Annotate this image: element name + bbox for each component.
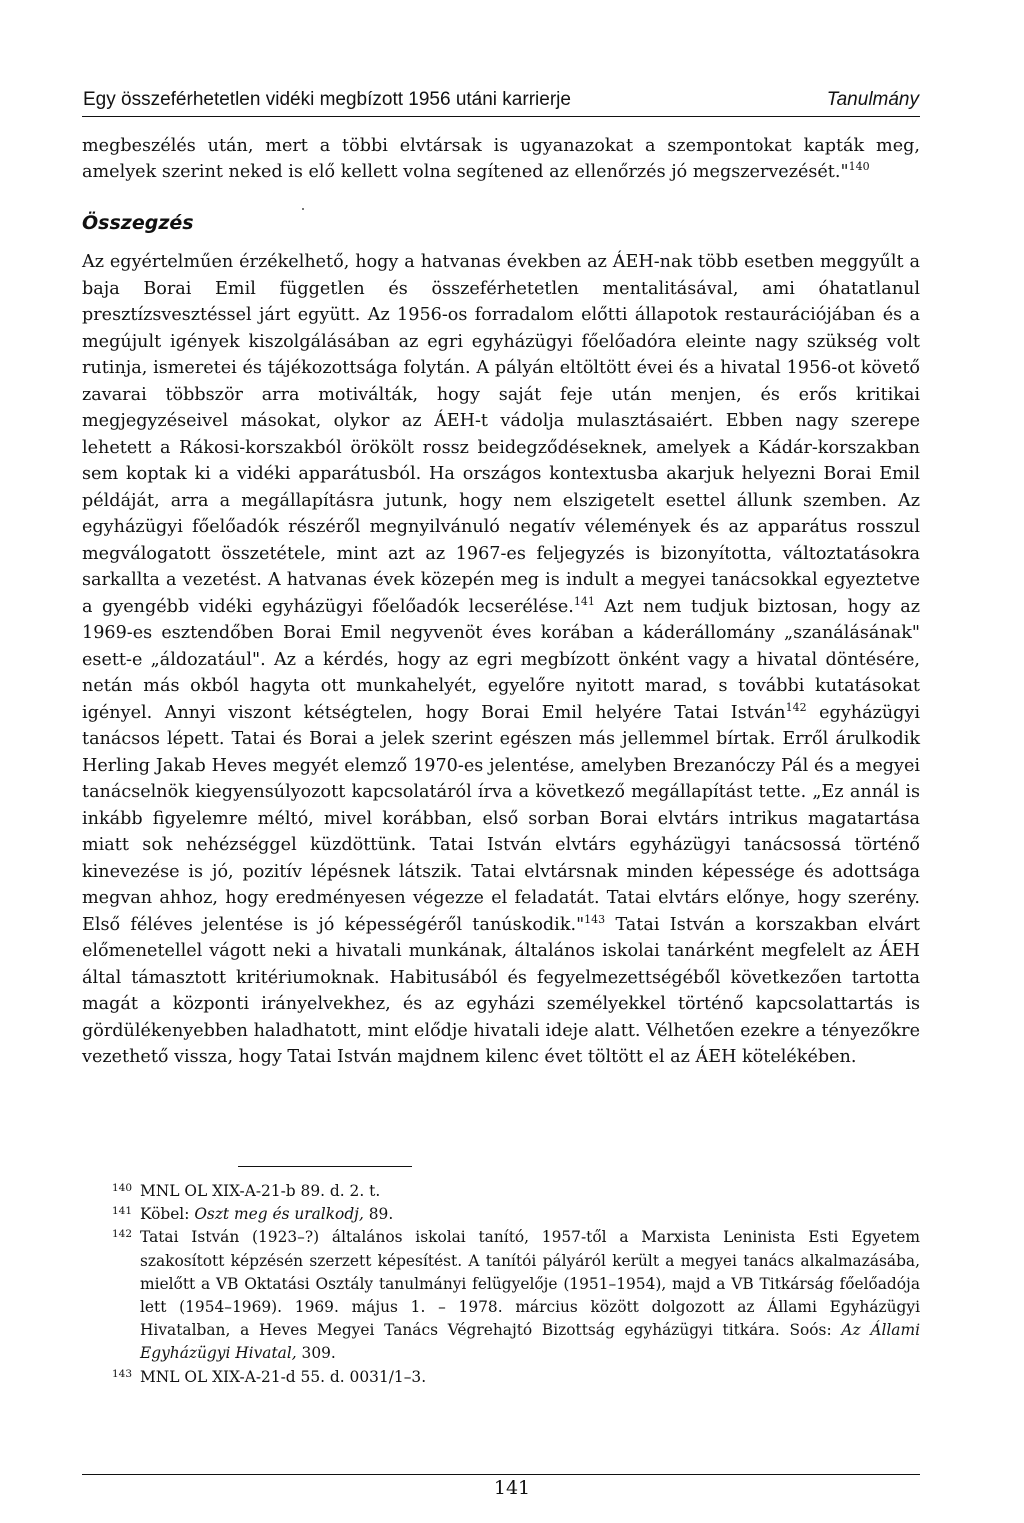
footnote-ref-143[interactable]: 143	[584, 912, 606, 926]
footnote-number: 140	[112, 1182, 133, 1194]
footnote-title: Oszt meg és uralkodj,	[194, 1205, 364, 1224]
footnote-separator	[238, 1166, 412, 1167]
footnote-text: MNL OL XIX-A-21-d 55. d. 0031/1–3.	[140, 1367, 427, 1386]
footnote-page: 309.	[296, 1344, 336, 1363]
footnote-143	[82, 1366, 920, 1389]
footnote-140	[82, 1180, 920, 1203]
footnote-page: 89.	[363, 1205, 394, 1224]
footnote-ref-140[interactable]: 140	[848, 160, 870, 174]
footnote-141	[82, 1203, 920, 1226]
intro-text: megbeszélés után, mert a többi elvtársak is ugyanazokat a szempontokat kapták meg, amelyek szerint neked is elő kellett volna segítened az ellenőrzés jó megszervezését."	[82, 136, 920, 183]
footnote-text: MNL OL XIX-A-21-b 89. d. 2. t.	[140, 1182, 381, 1200]
summary-segment-2: Azt nem tudjuk biztosan, hogy az 1969-es esztendőben Borai Emil negyvenöt éves korában a káderállomány „szanálásának" esett-e „áldozatául". Az a kérdés, hogy az egri megbízott önként vagy a hivatal döntésére, netán más okból hagyta ott munkahelyét, egyelőre nyitott marad, s további kutatásokat igényel. Annyi viszont kétségtelen, hogy Borai Emil helyére Tatai István	[82, 596, 920, 723]
summary-segment-4: Tatai István a korszakban elvárt előmenetellel vágott neki a hivatali munkának, általános iskolai tanárként megfelelt az ÁEH által támasztott kritériumoknak. Habitusából és fegyelmezettségéből következően tartotta magát a központi irányelvekhez, és az egyházi személyekkel történő kapcsolattartás is gördülékenyebben haladhatott, mint elődje hivatali ideje alatt. Vélhetően ezekre a tényezőkre vezethető vissza, hogy Tatai István majdnem kilenc évet töltött el az ÁEH kötelékében.	[82, 914, 920, 1067]
footnote-text: Köbel:	[140, 1205, 195, 1224]
footnote-number: 141	[112, 1205, 133, 1218]
footnote-ref-141[interactable]: 141	[573, 594, 595, 608]
footnote-142	[82, 1226, 920, 1365]
intro-paragraph	[82, 133, 920, 186]
speck-mark	[302, 208, 304, 210]
summary-segment-1: Az egyértelműen érzékelhető, hogy a hatvanas években az ÁEH-nak több esetben meggyűlt a baja Borai Emil független és összeférhetetlen mentalitásával, ami óhatatlanul presztízsvesztéssel járt együtt. Az 1956-os forradalom előtti állapotok restaurációjában és a megújult igények kiszolgálásában az egri egyházügyi főelőadóra eleinte nagy szükség volt rutinja, ismeretei és tájékozottsága folytán. A pályán eltöltött évei és a hivatal 1956-ot követő zavarai többször arra motiválták, hogy saját feje után menjen, és erős kritikai megjegyzéseivel másokat, olykor az ÁEH-t vádolja mulasztásaiért. Ebben nagy szerepe lehetett a Rákosi-korszakból örökölt rossz beidegződéseknek, amelyek a Kádár-korszakban sem koptak ki a vidéki apparátusból. Ha országos kontextusba akarjuk helyezni Borai Emil példáját, arra a megállapításra jutunk, hogy nem elszigetelt esettel állunk szemben. Az egyházügyi főelőadók részéről megnyilvánuló negatív vélemények és az apparátus rosszul megválogatott összetétele, mint azt az 1967-es feljegyzés is bizonyította, változtatásokra sarkallta a vezetést. A hatvanas évek közepén meg is indult a megyei tanácsokkal egyeztetve a gyengébb vidéki egyházügyi főelőadók lecserélése.	[82, 252, 920, 617]
footnotes	[82, 1180, 920, 1389]
summary-paragraph	[82, 249, 920, 1071]
footnote-number: 142	[112, 1228, 133, 1241]
section-heading: Összegzés	[82, 212, 194, 234]
footer-rule	[82, 1474, 920, 1475]
summary-segment-3: egyházügyi tanácsos lépett. Tatai és Borai a jelek szerint egészen más jellemmel bírtak. Erről árulkodik Herling Jakab Heves megyét elemző 1970-es jelentése, amelyben Brezanóczy Pál és a megyei tanácselnök kiegyensúlyozott kapcsolatáról írva a következő megállapítást tette. „Ez annál is inkább figyelemre méltó, mivel korábban, első sorban Borai elvtárs intrikus magatartása miatt sok nehézséggel küzdöttünk. Tatai István elvtárs egyházügyi tanácsossá történő kinevezése is jó, pozitív lépésnek látszik. Tatai elvtársnak minden képessége és adottsága megvan ahhoz, hogy eredményesen végezze el feladatát. Tatai elvtárs előnye, hogy szerény. Első féléves jelentése is jó képességéről tanúskodik."	[82, 702, 920, 935]
footnote-text: Tatai István (1923–?) általános iskolai tanító, 1957-től a Marxista Leninista Esti Egyetem szakosított képzésén szerzett képesítést. A tanítói pályáról került a megyei tanács alkalmazásába, mielőtt a VB Oktatási Osztály tanulmányi felügyelője (1951–1954), majd a VB Titkárság főelőadója lett (1954–1969). 1969. május 1. – 1978. március között dolgozott az Állami Egyházügyi Hivatalban, a Heves Megyei Tanács Végrehajtó Bizottság egyházügyi titkára. Soós:	[140, 1228, 920, 1340]
header-title: Egy összeférhetetlen vidéki megbízott 1956 utáni karrierje	[83, 89, 571, 110]
page-number: 141	[493, 1477, 531, 1499]
header-section-label: Tanulmány	[826, 89, 919, 110]
footnote-number: 143	[112, 1367, 133, 1380]
footnote-ref-142[interactable]: 142	[785, 700, 807, 714]
footnote-title: Az Állami Egyházügyi Hivatal,	[140, 1321, 920, 1363]
running-header	[82, 86, 920, 117]
